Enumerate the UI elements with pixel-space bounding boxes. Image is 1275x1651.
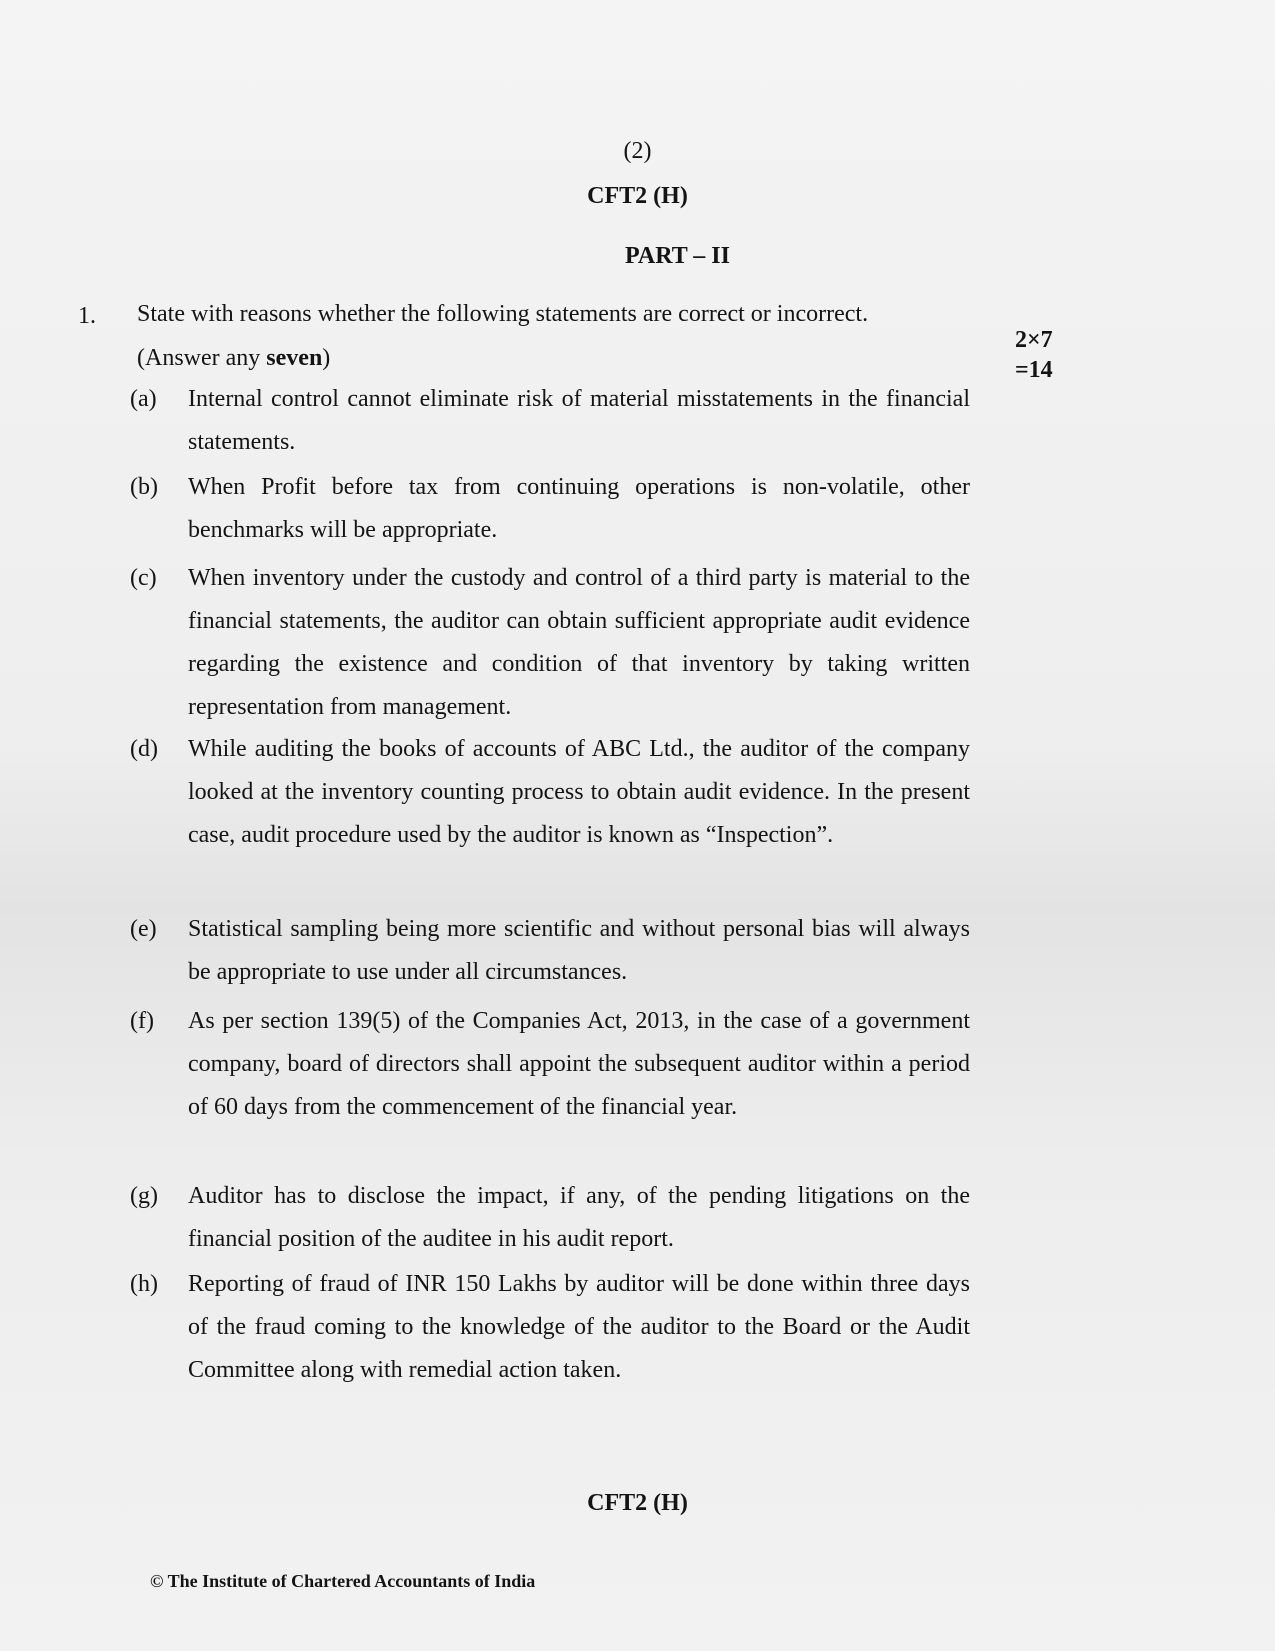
item-text: Internal control cannot eliminate risk of material misstatements in the financial statements.: [188, 386, 970, 455]
copyright-notice: © The Institute of Chartered Accountants of India: [150, 1571, 536, 1591]
item-text: Reporting of fraud of INR 150 Lakhs by auditor will be done within three days of the fraud coming to the knowledge of the auditor to the Board or the Audit Committee along with remedial action taken.: [188, 1271, 970, 1383]
question-instruction: [137, 345, 330, 372]
marks-total: =14: [1015, 357, 1053, 383]
marks-formula: 2×7: [1015, 327, 1053, 353]
item-text: Statistical sampling being more scientific and without personal bias will always be appropriate to use under all circumstances.: [188, 916, 970, 985]
instruction-count: seven: [266, 345, 323, 371]
item-label: (e): [130, 916, 157, 942]
item-text: Auditor has to disclose the impact, if any, of the pending litigations on the financial position of the auditee in his audit report.: [188, 1183, 970, 1252]
item-label: (b): [130, 474, 158, 500]
item-label: (f): [130, 1008, 154, 1034]
item-label: (d): [130, 736, 158, 762]
item-text: While auditing the books of accounts of ABC Ltd., the auditor of the company looked at the inventory counting process to obtain audit evidence. In the present case, audit procedure used by the auditor is known as “Inspection”.: [188, 736, 970, 848]
item-text: When Profit before tax from continuing operations is non-volatile, other benchmarks will be appropriate.: [188, 474, 970, 543]
question-stem: State with reasons whether the following statements are correct or incorrect.: [137, 301, 869, 327]
item-text: When inventory under the custody and control of a third party is material to the financial statements, the auditor can obtain sufficient appropriate audit evidence regarding the existence and condition of that inventory by taking written representation from management.: [188, 565, 970, 720]
item-label: (a): [130, 386, 157, 412]
page-number: (2): [623, 138, 652, 164]
paper-code-top: CFT2 (H): [587, 183, 688, 209]
item-label: (g): [130, 1183, 158, 1209]
marks-allocation: [1015, 325, 1053, 385]
item-label: (h): [130, 1271, 158, 1297]
instruction-prefix: (Answer any: [137, 345, 267, 371]
item-label: (c): [130, 565, 157, 591]
instruction-suffix: ): [322, 345, 331, 371]
item-text: As per section 139(5) of the Companies Act, 2013, in the case of a government company, board of directors shall appoint the subsequent auditor within a period of 60 days from the commencement of the financial year.: [188, 1008, 970, 1120]
part-heading: PART – II: [625, 243, 730, 269]
paper-code-bottom: CFT2 (H): [587, 1490, 688, 1516]
question-number: 1.: [78, 303, 96, 329]
